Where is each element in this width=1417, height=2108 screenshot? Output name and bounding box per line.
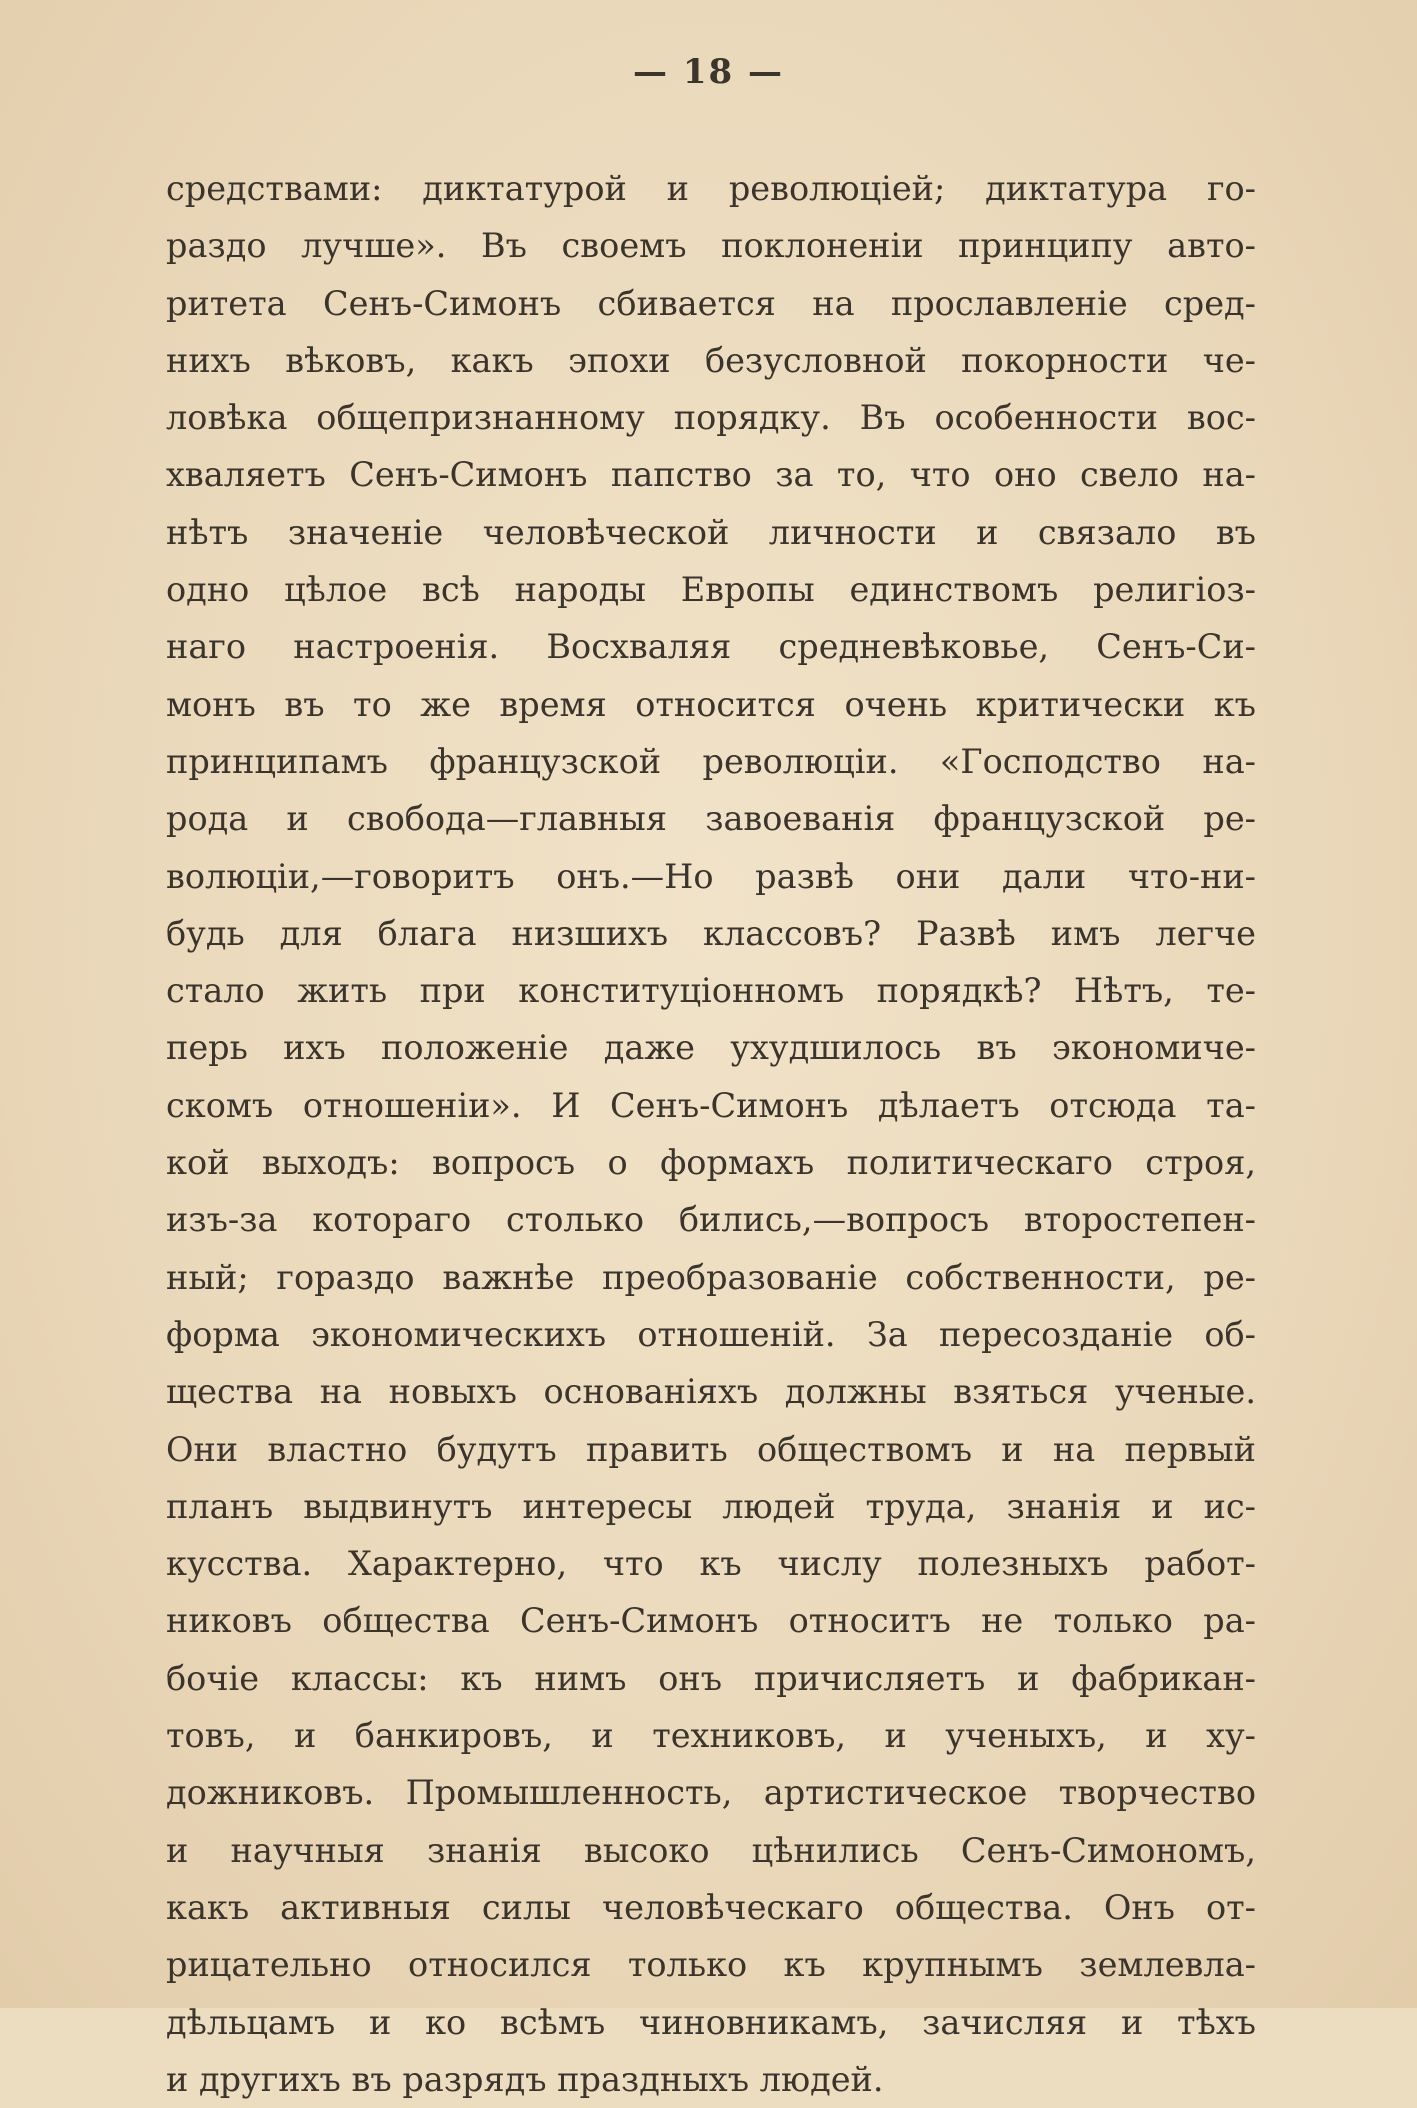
text-line: ловѣка общепризнанному порядку. Въ особенности вос- <box>166 398 1256 438</box>
text-line: и другихъ въ разрядъ праздныхъ людей. <box>166 2059 884 2099</box>
text-line: раздо лучше». Въ своемъ поклоненіи принципу авто- <box>166 226 1256 266</box>
text-line: будь для блага низшихъ классовъ? Развѣ имъ легче <box>166 913 1256 953</box>
text-line: рицательно относился только къ крупнымъ землевла- <box>166 1945 1256 1985</box>
text-line: нихъ вѣковъ, какъ эпохи безусловной покорности че- <box>166 340 1256 380</box>
text-line: ный; гораздо важнѣе преобразованіе собственности, ре- <box>166 1257 1256 1297</box>
text-line: Они властно будутъ править обществомъ и на первый <box>166 1429 1256 1469</box>
body-text <box>166 160 1256 2108</box>
text-line: принципамъ французской революціи. «Господство на- <box>166 741 1256 781</box>
text-line: дѣльцамъ и ко всѣмъ чиновникамъ, зачисляя и тѣхъ <box>166 2002 1256 2042</box>
text-line: форма экономическихъ отношеній. За пересозданіе об- <box>166 1314 1256 1354</box>
text-line: средствами: диктатурой и революціей; диктатура го- <box>166 169 1256 208</box>
page-number: — 18 — <box>633 52 784 92</box>
text-line: стало жить при конституціонномъ порядкѣ? Нѣтъ, те- <box>166 971 1256 1011</box>
text-line: дожниковъ. Промышленность, артистическое творчество <box>166 1773 1256 1813</box>
text-line: никовъ общества Сенъ-Симонъ относитъ не только ра- <box>166 1601 1256 1641</box>
text-line: бочіе классы: къ нимъ онъ причисляетъ и фабрикан- <box>166 1658 1256 1698</box>
text-line: какъ активныя силы человѣческаго общества. Онъ от- <box>166 1887 1256 1927</box>
text-line: наго настроенія. Восхваляя средневѣковье, Сенъ-Си- <box>166 627 1256 667</box>
text-line: одно цѣлое всѣ народы Европы единствомъ религіоз- <box>166 570 1256 610</box>
text-line: хваляетъ Сенъ-Симонъ папство за то, что оно свело на- <box>166 455 1256 495</box>
text-line: и научныя знанія высоко цѣнились Сенъ-Симономъ, <box>166 1830 1256 1870</box>
text-line: кусства. Характерно, что къ числу полезныхъ работ- <box>166 1544 1256 1584</box>
text-line: ритета Сенъ-Симонъ сбивается на прославленіе сред- <box>166 283 1256 323</box>
text-line: изъ-за котораго столько бились,—вопросъ второстепен- <box>166 1200 1256 1240</box>
text-line: скомъ отношеніи». И Сенъ-Симонъ дѣлаетъ отсюда та- <box>166 1085 1256 1125</box>
text-line: рода и свобода—главныя завоеванія французской ре- <box>166 799 1256 839</box>
text-line: кой выходъ: вопросъ о формахъ политическаго строя, <box>166 1143 1256 1183</box>
text-line: монъ въ то же время относится очень критически къ <box>166 684 1256 724</box>
text-line: товъ, и банкировъ, и техниковъ, и ученыхъ, и ху- <box>166 1716 1256 1756</box>
text-line: перь ихъ положеніе даже ухудшилось въ экономиче- <box>166 1028 1256 1068</box>
text-line: нѣтъ значеніе человѣческой личности и связало въ <box>166 512 1256 552</box>
text-line: щества на новыхъ основаніяхъ должны взяться ученые. <box>166 1372 1256 1412</box>
text-line: волюціи,—говоритъ онъ.—Но развѣ они дали что-ни- <box>166 856 1256 896</box>
text-line: планъ выдвинутъ интересы людей труда, знанія и ис- <box>166 1486 1256 1526</box>
